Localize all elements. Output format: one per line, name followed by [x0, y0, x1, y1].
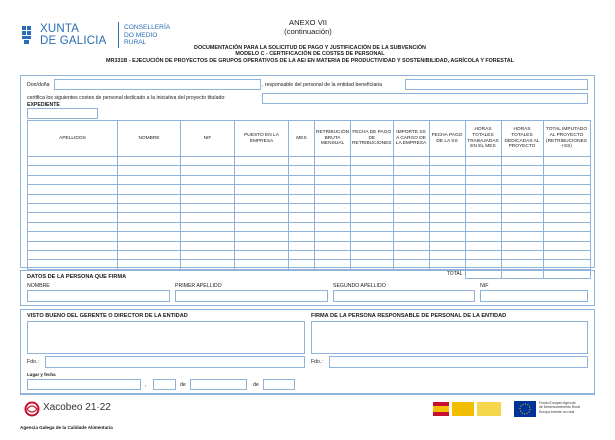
signer-section-title: DATOS DE LA PERSONA QUE FIRMA [27, 274, 127, 280]
table-cell[interactable] [315, 166, 351, 175]
table-cell[interactable] [501, 222, 543, 231]
column-header: IMPORTE SS A CARGO DE LA EMPRESA [393, 121, 429, 157]
table-cell[interactable] [351, 203, 393, 212]
table-cell[interactable] [393, 213, 429, 222]
eu-text [539, 401, 580, 414]
personnel-signature-box[interactable] [311, 321, 588, 354]
table-cell[interactable] [465, 157, 501, 166]
table-cell[interactable] [118, 175, 181, 184]
table-cell[interactable] [315, 157, 351, 166]
xacobeo-text: Xacobeo 21·22 [43, 402, 111, 413]
first-surname-input[interactable] [175, 290, 328, 302]
column-header: FECHA DE PAGO DE RETRIBUCIONES [351, 121, 393, 157]
table-cell[interactable] [315, 203, 351, 212]
table-cell[interactable] [429, 194, 465, 203]
de-label-1: de [180, 382, 186, 388]
table-cell[interactable] [501, 232, 543, 241]
table-cell[interactable] [118, 250, 181, 259]
table-cell[interactable] [28, 185, 118, 194]
table-cell[interactable] [351, 166, 393, 175]
table-cell[interactable] [429, 166, 465, 175]
eu-text-3: Europa invierte no rural [539, 409, 575, 414]
table-cell[interactable] [351, 175, 393, 184]
lugar-fecha-label: Lugar y fecha [27, 372, 56, 377]
table-cell[interactable] [118, 260, 181, 269]
table-cell[interactable] [28, 175, 118, 184]
xunta-line2: DE GALICIA [40, 35, 107, 47]
table-cell[interactable] [543, 260, 590, 269]
table-cell[interactable] [543, 175, 590, 184]
table-cell[interactable] [315, 260, 351, 269]
don-name-input[interactable] [54, 79, 261, 90]
table-cell[interactable] [235, 222, 289, 231]
table-cell[interactable] [28, 250, 118, 259]
comma-label: , [145, 382, 147, 388]
annex-heading [268, 18, 348, 36]
table-cell[interactable] [289, 222, 315, 231]
doc-title-3: MR331B - EJECUCIÓN DE PROYECTOS DE GRUPOS OPERATIVOS DE LA AEI EN MATERIA DE PRODUCTIVIDAD Y SOSTENIBILIDAD, AGRÍCOLA Y FORESTAL [106, 58, 514, 64]
annex-subtitle: (continuación) [284, 27, 332, 36]
table-cell[interactable] [181, 213, 235, 222]
de-label-2: de [253, 382, 259, 388]
column-header: RETRIBUCIÓN BRUTA MENSUAL [315, 121, 351, 157]
certifica-label: certifica los siguientes costes de personal dedicado a la iniciativa del proyecto titulado: [27, 95, 226, 101]
table-cell[interactable] [429, 260, 465, 269]
column-header: NIF [181, 121, 235, 157]
table-cell[interactable] [315, 185, 351, 194]
table-cell[interactable] [543, 166, 590, 175]
table-row [28, 260, 591, 269]
table-cell[interactable] [429, 250, 465, 259]
table-cell[interactable] [235, 213, 289, 222]
table-cell[interactable] [501, 185, 543, 194]
table-row [28, 194, 591, 203]
table-cell[interactable] [393, 250, 429, 259]
table-cell[interactable] [28, 222, 118, 231]
primer-apellido-label: PRIMER APELLIDO [175, 283, 222, 289]
table-cell[interactable] [351, 241, 393, 250]
table-cell[interactable] [501, 260, 543, 269]
table-cell[interactable] [501, 166, 543, 175]
table-row [28, 222, 591, 231]
table-cell[interactable] [28, 241, 118, 250]
table-cell[interactable] [289, 232, 315, 241]
table-row [28, 213, 591, 222]
table-row [28, 166, 591, 175]
table-cell[interactable] [465, 166, 501, 175]
eu-logo [514, 400, 594, 418]
director-signature-box[interactable] [27, 321, 305, 354]
table-cell[interactable] [28, 213, 118, 222]
table-cell[interactable] [118, 203, 181, 212]
table-cell[interactable] [465, 250, 501, 259]
table-cell[interactable] [501, 157, 543, 166]
table-row [28, 203, 591, 212]
table-cell[interactable] [393, 185, 429, 194]
table-cell[interactable] [465, 185, 501, 194]
table-cell[interactable] [351, 250, 393, 259]
table-cell[interactable] [181, 222, 235, 231]
table-cell[interactable] [315, 250, 351, 259]
table-cell[interactable] [429, 232, 465, 241]
table-cell[interactable] [235, 194, 289, 203]
table-cell[interactable] [393, 157, 429, 166]
responsable-label: , responsable del personal de la entidad beneficiaria [262, 82, 382, 88]
segundo-apellido-label: SEGUNDO APELLIDO [333, 283, 386, 289]
table-cell[interactable] [289, 166, 315, 175]
table-header-row [28, 121, 591, 157]
xunta-line1: XUNTA [40, 23, 80, 35]
table-cell[interactable] [235, 260, 289, 269]
gov-block-1 [452, 402, 474, 416]
table-cell[interactable] [465, 232, 501, 241]
table-cell[interactable] [501, 250, 543, 259]
table-cell[interactable] [28, 232, 118, 241]
month-input[interactable] [190, 379, 247, 390]
table-cell[interactable] [351, 232, 393, 241]
table-cell[interactable] [465, 241, 501, 250]
table-cell[interactable] [465, 222, 501, 231]
table-cell[interactable] [315, 213, 351, 222]
table-cell[interactable] [429, 157, 465, 166]
table-cell[interactable] [429, 222, 465, 231]
conselleria-line3: RURAL [124, 39, 147, 47]
footer-divider [20, 394, 595, 395]
table-cell[interactable] [351, 222, 393, 231]
table-cell[interactable] [543, 213, 590, 222]
table-cell[interactable] [181, 166, 235, 175]
table-cell[interactable] [501, 194, 543, 203]
table-cell[interactable] [28, 157, 118, 166]
table-cell[interactable] [315, 194, 351, 203]
xunta-name [40, 23, 107, 47]
table-cell[interactable] [118, 194, 181, 203]
visto-bueno-label: VISTO BUENO DEL GERENTE O DIRECTOR DE LA ENTIDAD [27, 313, 188, 319]
table-cell[interactable] [393, 222, 429, 231]
table-cell[interactable] [543, 241, 590, 250]
column-header: HORAS TOTALES DEDICADAS AL PROYECTO [501, 121, 543, 157]
table-cell[interactable] [543, 203, 590, 212]
table-cell[interactable] [289, 250, 315, 259]
spain-flag-icon [433, 402, 449, 416]
table-cell[interactable] [429, 185, 465, 194]
table-cell[interactable] [118, 185, 181, 194]
column-header: FECHA PAGO DE LA SS [429, 121, 465, 157]
table-cell[interactable] [393, 175, 429, 184]
xacobeo-logo [24, 400, 124, 418]
eu-text-1: Fondo Europeo Agrícola [539, 401, 576, 405]
column-header: NOMBRE [118, 121, 181, 157]
column-header: TOTAL IMPUTADO AL PROYECTO (RETRIBUCIONES +SS) [543, 121, 590, 157]
table-row [28, 185, 591, 194]
fdo-label-1: Fdo.: [27, 359, 39, 365]
annex-title: ANEXO VII [289, 18, 327, 27]
table-cell[interactable] [28, 194, 118, 203]
second-surname-input[interactable] [333, 290, 475, 302]
table-cell[interactable] [289, 175, 315, 184]
table-cell[interactable] [181, 203, 235, 212]
table-cell[interactable] [315, 175, 351, 184]
column-header: MES [289, 121, 315, 157]
table-cell[interactable] [543, 222, 590, 231]
table-cell[interactable] [235, 185, 289, 194]
table-cell[interactable] [501, 203, 543, 212]
column-header: HORAS TOTALES TRABAJADAS EN EL MES [465, 121, 501, 157]
fdo-label-2: Fdo.: [311, 359, 323, 365]
table-cell[interactable] [28, 203, 118, 212]
table-cell[interactable] [351, 185, 393, 194]
table-cell[interactable] [289, 260, 315, 269]
table-cell[interactable] [315, 241, 351, 250]
place-input[interactable] [27, 379, 141, 390]
table-cell[interactable] [289, 194, 315, 203]
table-cell[interactable] [181, 250, 235, 259]
table-cell[interactable] [429, 203, 465, 212]
table-cell[interactable] [289, 213, 315, 222]
table-cell[interactable] [393, 232, 429, 241]
personnel-cost-table [27, 120, 591, 279]
table-cell[interactable] [181, 157, 235, 166]
table-cell[interactable] [465, 194, 501, 203]
table-cell[interactable] [351, 194, 393, 203]
spain-gov-logo [433, 400, 503, 418]
conselleria-line2: DO MEDIO [124, 31, 158, 39]
gov-block-2 [477, 402, 501, 416]
nif-label: NIF [480, 283, 489, 289]
table-cell[interactable] [289, 185, 315, 194]
table-cell[interactable] [315, 232, 351, 241]
table-row [28, 157, 591, 166]
table-cell[interactable] [181, 194, 235, 203]
table-cell[interactable] [235, 241, 289, 250]
xunta-emblem-icon [20, 24, 36, 46]
table-cell[interactable] [393, 260, 429, 269]
table-cell[interactable] [235, 250, 289, 259]
table-cell[interactable] [181, 175, 235, 184]
column-header: PUESTO EN LA EMPRESA [235, 121, 289, 157]
table-cell[interactable] [235, 166, 289, 175]
table-cell[interactable] [351, 213, 393, 222]
table-cell[interactable] [235, 157, 289, 166]
table-cell[interactable] [28, 166, 118, 175]
table-cell[interactable] [181, 185, 235, 194]
day-input[interactable] [153, 379, 176, 390]
table-cell[interactable] [351, 260, 393, 269]
table-cell[interactable] [118, 166, 181, 175]
table-cell[interactable] [501, 213, 543, 222]
agency-name: Agencia Galega de la Calidade Alimentaria [20, 425, 113, 430]
table-cell[interactable] [118, 213, 181, 222]
table-cell[interactable] [465, 260, 501, 269]
firma-responsable-label: FIRMA DE LA PERSONA RESPONSABLE DE PERSONAL DE LA ENTIDAD [311, 313, 507, 319]
table-cell[interactable] [543, 232, 590, 241]
personnel-fdo-input[interactable] [329, 356, 588, 368]
table-cell[interactable] [501, 241, 543, 250]
conselleria-line1: CONSELLERÍA [124, 24, 171, 31]
table-cell[interactable] [118, 222, 181, 231]
table-cell[interactable] [429, 213, 465, 222]
table-cell[interactable] [235, 232, 289, 241]
total-label: TOTAL [446, 271, 463, 278]
signer-nif-input[interactable] [480, 290, 588, 302]
table-cell[interactable] [118, 232, 181, 241]
table-cell[interactable] [465, 203, 501, 212]
table-cell[interactable] [393, 241, 429, 250]
doc-title-1: DOCUMENTACIÓN PARA LA SOLICITUD DE PAGO Y JUSTIFICACIÓN DE LA SUBVENCIÓN [194, 45, 426, 51]
table-cell[interactable] [289, 203, 315, 212]
table-cell[interactable] [543, 250, 590, 259]
table-cell[interactable] [501, 175, 543, 184]
table-row [28, 241, 591, 250]
signer-name-input[interactable] [27, 290, 170, 302]
table-cell[interactable] [289, 157, 315, 166]
table-cell[interactable] [181, 232, 235, 241]
table-cell[interactable] [465, 213, 501, 222]
table-cell[interactable] [235, 203, 289, 212]
expediente-input[interactable] [27, 108, 98, 119]
table-cell[interactable] [393, 194, 429, 203]
eu-text-2: de Desenvolvemento Rural [539, 405, 580, 410]
table-cell[interactable] [429, 175, 465, 184]
project-title-input[interactable] [262, 93, 588, 104]
xacobeo-emblem-icon [24, 401, 40, 417]
year-input[interactable] [263, 379, 295, 390]
table-cell[interactable] [315, 222, 351, 231]
table-cell[interactable] [429, 241, 465, 250]
table-cell[interactable] [465, 175, 501, 184]
table-cell[interactable] [289, 241, 315, 250]
table-cell[interactable] [181, 260, 235, 269]
table-cell[interactable] [543, 157, 590, 166]
table-row [28, 175, 591, 184]
column-header: APELLIDOS [28, 121, 118, 157]
director-fdo-input[interactable] [45, 356, 305, 368]
doc-title-2: MODELO C - CERTIFICACIÓN DE COSTES DE PERSONAL [235, 51, 385, 57]
table-cell[interactable] [351, 157, 393, 166]
table-cell[interactable] [393, 203, 429, 212]
table-cell[interactable] [393, 166, 429, 175]
nombre-label: NOMBRE [27, 283, 50, 289]
table-cell[interactable] [118, 241, 181, 250]
table-cell[interactable] [181, 241, 235, 250]
entity-input[interactable] [405, 79, 588, 90]
don-label: Don/doña [27, 82, 50, 88]
eu-flag-icon [514, 401, 536, 417]
table-cell[interactable] [28, 260, 118, 269]
expediente-label: EXPEDIENTE [27, 102, 60, 108]
table-cell[interactable] [543, 185, 590, 194]
table-cell[interactable] [235, 175, 289, 184]
conselleria-name [124, 24, 170, 47]
table-row [28, 232, 591, 241]
table-cell[interactable] [543, 194, 590, 203]
table-row [28, 250, 591, 259]
table-cell[interactable] [118, 157, 181, 166]
